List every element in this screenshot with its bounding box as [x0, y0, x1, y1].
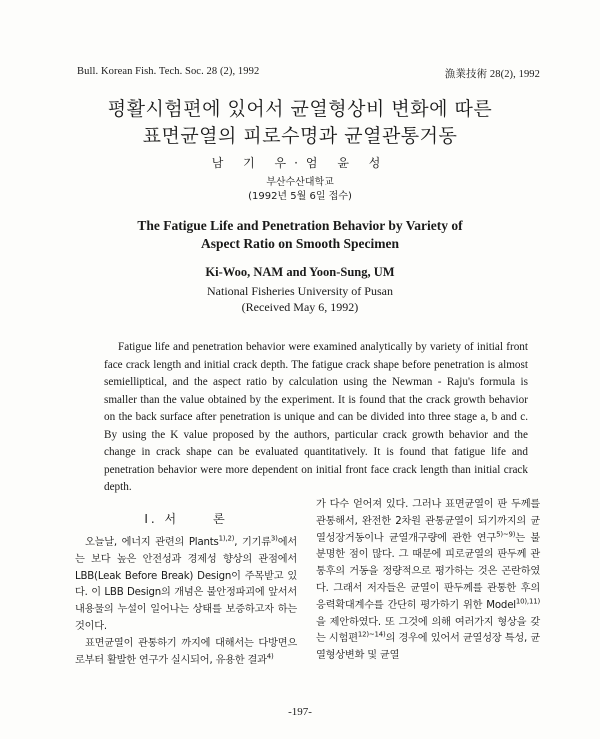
korean-authors: 남 기 우·엄 윤 성: [211, 156, 389, 170]
section-heading-introduction: [75, 510, 297, 527]
journal-citation: Bull. Korean Fish. Tech. Soc. 28 (2), 1992: [77, 66, 260, 77]
body-paragraph: 표면균열이 관통하기 까지에 대해서는 다방면으로부터 활발한 연구가 실시되어, 유용한 결과$^{4)}$: [75, 637, 297, 666]
korean-affiliation: 부산수산대학교: [266, 177, 334, 188]
english-received-date: (Received May 6, 1992): [241, 300, 359, 314]
citation: 4): [266, 652, 274, 661]
english-affiliation: National Fisheries University of Pusan: [207, 284, 393, 298]
english-authors: Ki-Woo, NAM and Yoon-Sung, UM: [205, 265, 395, 279]
citation: 10),11): [515, 597, 540, 606]
body-paragraph: 오늘날, 에너지 관련의 Plants$^{1),2)}$, 기기류$^{3)}$에서는 보다 높은 안전성과 경제성 향상의 관점에서 LBB(Leak Before Break) Design이 주목받고 있다. 이 LBB Design의 개념은 불안정파괴에 앞서서 내용물의 누설이 일어나는 상태를 보증하고자 하는 것이다.: [75, 534, 298, 632]
abstract-text: Fatigue life and penetration behavior were examined analytically by variety of initial front face crack length and initial crack depth. The fatigue crack shape before penetration is almost semielliptical, and the aspect ratio by calculation using the Newman - Raju's formula is smaller than the value obtained by the experiment. It is found that the crack growth behavior on the back surface after penetration is unique and can be divided into three stage a, b and c. By using the K value proposed by the authors, particular crack growth behavior and the change in crack shape can be evaluated quantitatively. It is found that fatigue life and penetration behavior were more dependent on initial front face crack length than initial crack depth.: [104, 341, 528, 493]
korean-title-line-2: 표면균열의 피로수명과 균열관통거동: [142, 125, 458, 147]
citation: 1),2): [218, 534, 235, 543]
english-title-line-2: Aspect Ratio on Smooth Specimen: [201, 236, 399, 251]
body-left-column: [75, 535, 297, 669]
page-number: -197-: [288, 706, 312, 718]
korean-title-line-1: 평활시험편에 있어서 균열형상비 변화에 따른: [107, 98, 493, 120]
citation: 3): [270, 534, 278, 543]
journal-citation-korean: 漁業技術 28(2), 1992: [444, 69, 540, 80]
english-title-line-1: The Fatigue Life and Penetration Behavior by Variety of: [137, 218, 463, 233]
body-right-column: [316, 497, 540, 665]
section-number: I. 서: [144, 512, 180, 526]
abstract: [104, 339, 528, 497]
citation: 5)~9): [496, 530, 516, 539]
section-title: 론: [213, 512, 228, 526]
citation: 12)~14): [357, 630, 386, 639]
body-paragraph: 가 다수 얻어져 있다. 그러나 표면균열이 판 두께를 관통해서, 완전한 2차원 관통균열이 되기까지의 균열성장거동이나 균열개구량에 관한 연구$^{5)\sim 9)}$는 불분명한 점이 많다. 그 때문에 피로균열의 판두께 관통후의 거동을 정량적으로 평가하는 것은 곤란하였다. 그래서 저자들은 균열이 판두께를 관통한 후의 응력확대계수를 간단히 평가하기 위한 Model$^{10),11)}$을 제안하였다. 또 그것에 의해 여러가지 형상을 갖는 시험편$^{12)\sim 14)}$의 경우에 있어서 균열성장 특성, 균열형상변화 및 균열: [316, 499, 541, 662]
korean-received-date: (1992년 5월 6일 접수): [248, 191, 352, 202]
